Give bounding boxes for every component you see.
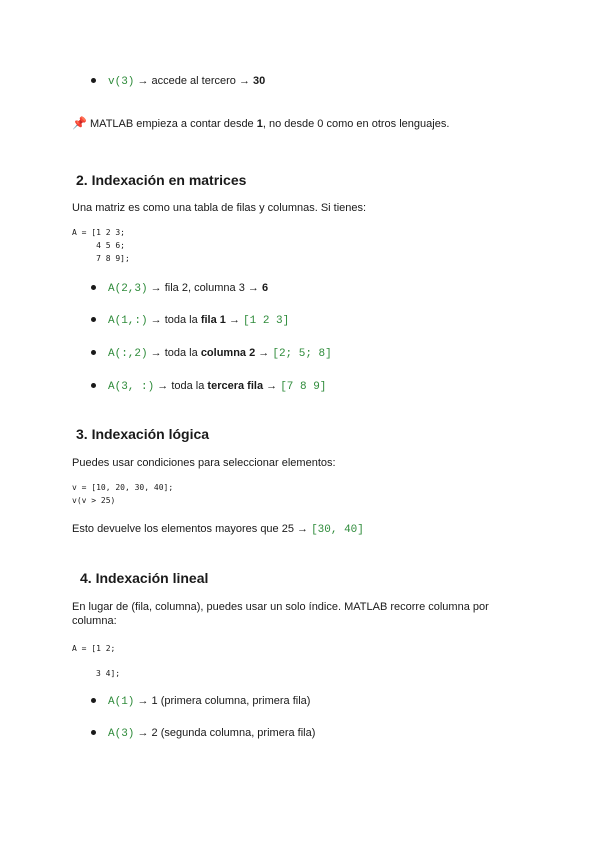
paragraph: Una matriz es como una tabla de filas y columnas. Si tienes: — [72, 202, 367, 214]
inline-code: v(3) — [108, 76, 135, 88]
code-line: 3 4]; — [96, 669, 121, 678]
bullet-icon — [91, 317, 96, 322]
paragraph: En lugar de (fila, columna), puedes usar un solo índice. MATLAB recorre columna por — [72, 601, 489, 613]
list-item: v(3) → accede al tercero → 30 — [108, 75, 266, 88]
paragraph: columna: — [72, 615, 117, 627]
list-item: A(2,3) → fila 2, columna 3 → 6 — [108, 282, 269, 295]
list-item: A(1,:) → toda la fila 1 → [1 2 3] — [108, 314, 290, 327]
section-heading: 2. Indexación en matrices — [76, 172, 247, 188]
bullet-icon — [91, 350, 96, 355]
bullet-icon — [91, 78, 96, 83]
section-heading: 4. Indexación lineal — [80, 570, 209, 586]
list-item: A(3) → 2 (segunda columna, primera fila) — [108, 727, 316, 740]
code-block: v = [10, 20, 30, 40]; v(v > 25) — [72, 483, 174, 505]
section-heading: 3. Indexación lógica — [76, 426, 210, 442]
pushpin-icon: 📌 — [72, 116, 87, 130]
bullet-icon — [91, 285, 96, 290]
list-item: A(:,2) → toda la columna 2 → [2; 5; 8] — [108, 347, 332, 360]
note-paragraph: 📌 MATLAB empieza a contar desde 1, no desde 0 como en otros lenguajes. — [72, 116, 450, 130]
list-item: A(1) → 1 (primera columna, primera fila) — [108, 695, 311, 708]
paragraph: Puedes usar condiciones para seleccionar elementos: — [72, 457, 336, 469]
paragraph: Esto devuelve los elementos mayores que 25 → [30, 40] — [72, 523, 364, 536]
code-block: A = [1 2 3; 4 5 6; 7 8 9]; — [72, 228, 130, 263]
list-item: A(3, :) → toda la tercera fila → [7 8 9] — [108, 380, 327, 393]
bullet-icon — [91, 730, 96, 735]
code-line: A = [1 2; — [72, 644, 116, 653]
bullet-icon — [91, 383, 96, 388]
bullet-icon — [91, 698, 96, 703]
